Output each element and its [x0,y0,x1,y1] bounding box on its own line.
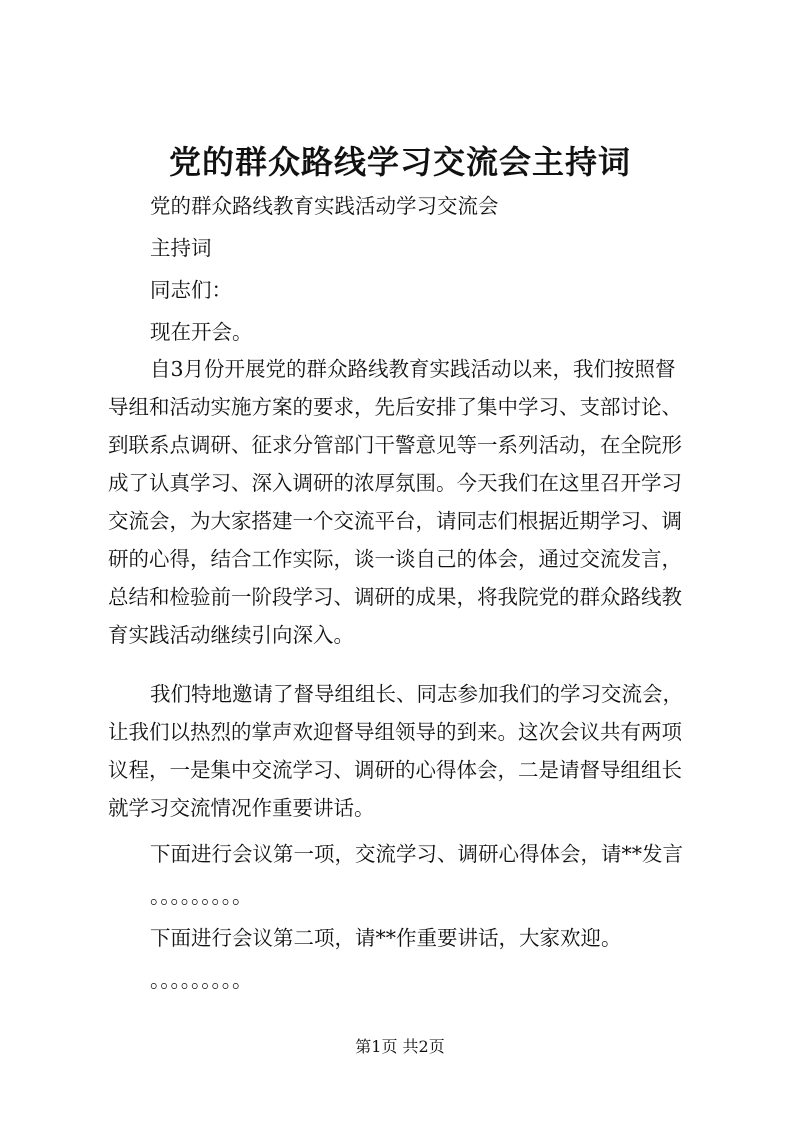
paragraph-line: 自3月份开展党的群众路线教育实践活动以来，我们按照督 [150,357,676,381]
ellipsis-line: 。。。。。。。。。 [150,884,253,908]
paragraph-line: 导组和活动实施方案的要求，先后安排了集中学习、支部讨论、 [108,395,682,419]
paragraph-line: 育实践活动继续引向深入。 [108,623,354,647]
paragraph-line: 交流会，为大家搭建一个交流平台，请同志们根据近期学习、调 [108,509,682,533]
page-footer: 第1页 共2页 [355,1037,445,1056]
ellipsis-line: 。。。。。。。。。 [150,968,253,992]
paragraph-line: 研的心得，结合工作实际，谈一谈自己的体会，通过交流发言， [108,547,682,571]
subtitle-line: 党的群众路线教育实践活动学习交流会 [150,194,499,218]
paragraph-line: 下面进行会议第二项，请**作重要讲话，大家欢迎。 [150,926,622,950]
paragraph-line: 成了认真学习、深入调研的浓厚氛围。今天我们在这里召开学习 [108,471,682,495]
salutation: 同志们： [150,278,232,302]
paragraph-line: 我们特地邀请了督导组组长、同志参加我们的学习交流会， [150,682,683,706]
document-title: 党的群众路线学习交流会主持词 [168,143,631,181]
paragraph-line: 就学习交流情况作重要讲话。 [108,796,375,820]
paragraph-line: 现在开会。 [150,320,253,344]
paragraph-line: 到联系点调研、征求分管部门干警意见等一系列活动，在全院形 [108,433,682,457]
paragraph-line: 议程，一是集中交流学习、调研的心得体会，二是请督导组组长 [108,758,682,782]
paragraph-line: 总结和检验前一阶段学习、调研的成果，将我院党的群众路线教 [108,585,682,609]
paragraph-line: 让我们以热烈的掌声欢迎督导组领导的到来。这次会议共有两项 [108,720,682,744]
subtitle-line: 主持词 [150,236,212,260]
paragraph-line: 下面进行会议第一项，交流学习、调研心得体会，请**发言 [150,842,683,866]
